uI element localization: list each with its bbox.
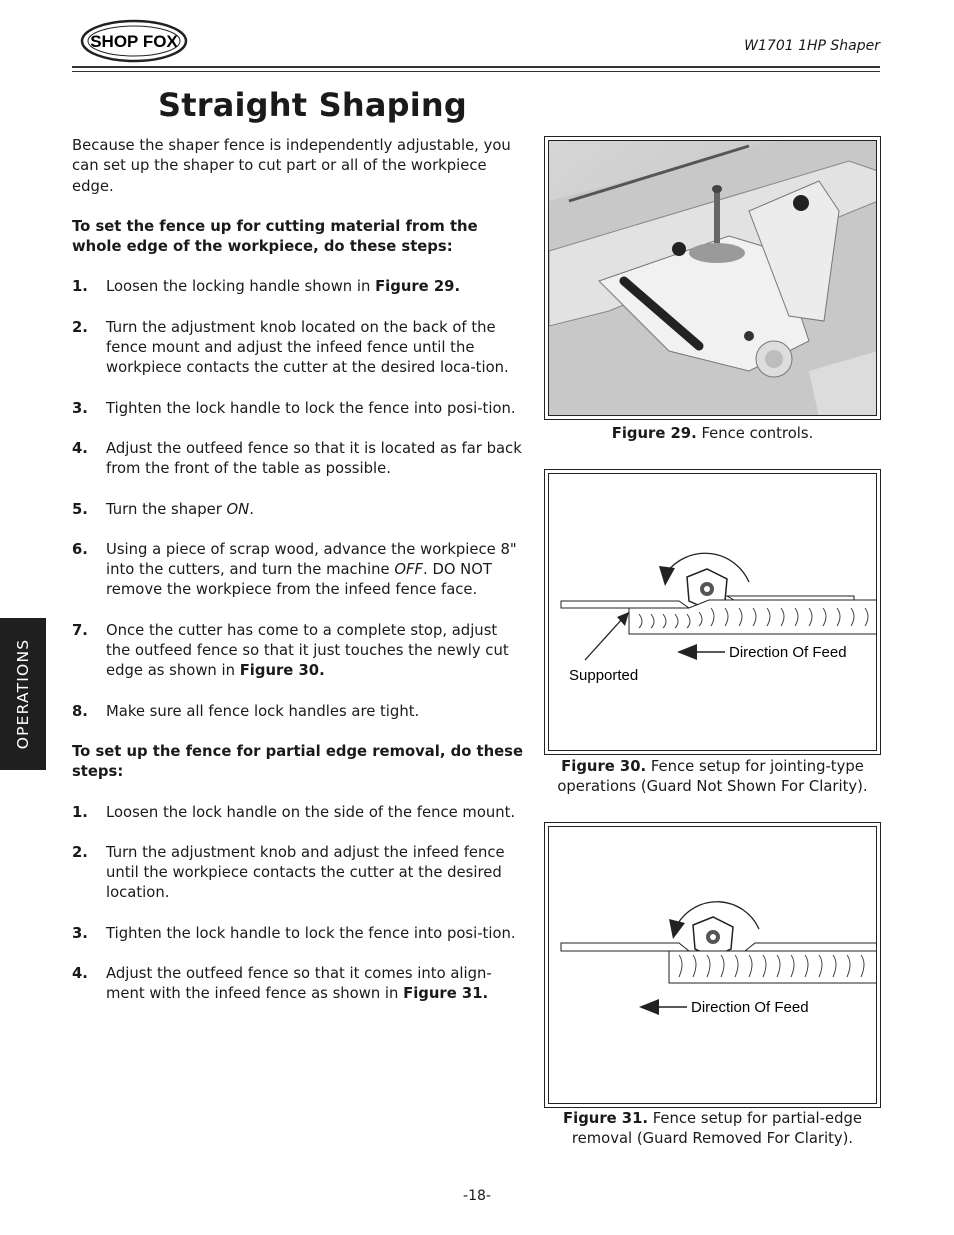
list-item — [72, 500, 524, 520]
figure-31-text: Fence setup for partial-edge removal (Guard Removed For Clarity). — [571, 1110, 862, 1148]
step-number: 2. — [72, 318, 88, 336]
list-item — [72, 843, 524, 904]
step-text-emphasis: OFF — [394, 561, 424, 579]
step-text-main: Adjust the outfeed fence so that it is located as far back from the front of the table as possible. — [106, 439, 522, 478]
figure-30-direction-label: Direction Of Feed — [729, 644, 847, 661]
header-rule — [72, 66, 880, 68]
operations-side-tab — [0, 618, 46, 770]
figure-reference: Figure 30. — [239, 662, 325, 680]
step-text — [106, 540, 524, 601]
list-item — [72, 702, 524, 722]
step-text — [106, 399, 524, 419]
step-text-tail: . DO NOT remove the workpiece from the infeed fence face. — [106, 561, 492, 599]
step-text — [106, 318, 524, 379]
figure-30-diagram — [548, 473, 877, 751]
step-number: 3. — [72, 399, 88, 417]
step-number: 8. — [72, 702, 88, 720]
list-item — [72, 924, 524, 944]
figure-reference: Figure 29. — [375, 278, 461, 296]
step-text — [106, 702, 524, 722]
figure-29-frame — [544, 136, 881, 420]
section2-heading: To set up the fence for partial edge removal, do these steps: — [72, 742, 524, 781]
step-text-main: Turn the adjustment knob and adjust the infeed fence until the workpiece contacts the cutter at the desired location. — [106, 843, 505, 902]
figure-31-caption — [544, 1109, 881, 1150]
step-text — [106, 964, 524, 1005]
step-number: 5. — [72, 500, 88, 518]
figure-29-label: Figure 29. — [611, 425, 697, 442]
figure-29-photo — [548, 140, 877, 416]
figure-30-frame — [544, 469, 881, 755]
step-text — [106, 500, 524, 520]
step-text — [106, 277, 524, 297]
figure-31-direction-label: Direction Of Feed — [691, 999, 809, 1016]
step-text-main: Loosen the lock handle on the side of the fence mount. — [106, 803, 516, 821]
step-number: 2. — [72, 843, 88, 861]
logo-text: SHOP FOX — [90, 32, 178, 51]
step-text-main: Turn the adjustment knob located on the back of the fence mount and adjust the infeed fence until the workpiece contacts the cutter at the desired loca-tion. — [106, 318, 509, 377]
figure-30-supported-label: Supported — [569, 667, 639, 684]
intro-paragraph: Because the shaper fence is independently adjustable, you can set up the shaper to cut part or all of the workpiece edge. — [72, 137, 511, 195]
step-text-main: Adjust the outfeed fence so that it comes into align-ment with the infeed fence as shown in — [106, 965, 492, 1003]
step-number: 3. — [72, 924, 88, 942]
step-text-main: Tighten the lock handle to lock the fence into posi-tion. — [106, 399, 516, 417]
step-text-main: Once the cutter has come to a complete stop, adjust the outfeed fence so that it just touches the newly cut edge as shown in — [106, 621, 509, 680]
step-text-emphasis: ON — [226, 500, 250, 518]
list-item — [72, 540, 524, 601]
step-text-tail: . — [249, 500, 254, 518]
step-text-main: Tighten the lock handle to lock the fence into posi-tion. — [106, 924, 516, 942]
step-number: 4. — [72, 439, 88, 457]
figure-reference: Figure 31. — [403, 985, 489, 1003]
list-item — [72, 439, 524, 480]
section2-steps — [72, 803, 524, 1005]
list-item — [72, 621, 524, 682]
step-text-main: Loosen the locking handle shown in — [106, 278, 376, 296]
figure-30-label: Figure 30. — [561, 758, 647, 775]
figure-31-frame — [544, 822, 881, 1108]
step-number: 6. — [72, 540, 88, 558]
step-text — [106, 439, 524, 480]
figure-29-text: Fence controls. — [696, 425, 814, 442]
shop-fox-logo — [80, 18, 188, 64]
list-item — [72, 803, 524, 823]
model-title: W1701 1HP Shaper — [744, 38, 880, 54]
list-item — [72, 964, 524, 1005]
section1-steps — [72, 277, 524, 721]
step-text-main: Turn the shaper — [106, 500, 227, 518]
step-number: 7. — [72, 621, 88, 639]
step-text — [106, 924, 524, 944]
step-number: 4. — [72, 965, 88, 983]
figure-30-caption — [544, 757, 881, 798]
list-item — [72, 399, 524, 419]
side-tab-label: OPERATIONS — [14, 638, 32, 750]
page-title: Straight Shaping — [158, 86, 467, 124]
step-number: 1. — [72, 278, 88, 296]
page-number: -18- — [463, 1188, 491, 1204]
step-text-main: Using a piece of scrap wood, advance the workpiece 8" into the cutters, and turn the machine — [106, 540, 517, 579]
header-rule-thin — [72, 71, 880, 72]
list-item — [72, 277, 524, 297]
section1-heading: To set the fence up for cutting material from the whole edge of the workpiece, do these steps: — [72, 217, 478, 256]
step-text — [106, 803, 524, 823]
figure-29-caption — [544, 424, 881, 444]
figure-31-diagram — [548, 826, 877, 1104]
figure-30-text: Fence setup for jointing-type operations (Guard Not Shown For Clarity). — [557, 758, 868, 796]
step-text — [106, 621, 524, 682]
step-text — [106, 843, 524, 904]
body-column — [72, 136, 524, 1025]
figure-31-label: Figure 31. — [563, 1110, 649, 1127]
list-item — [72, 318, 524, 379]
step-number: 1. — [72, 803, 88, 821]
step-text-main: Make sure all fence lock handles are tight. — [106, 702, 420, 720]
